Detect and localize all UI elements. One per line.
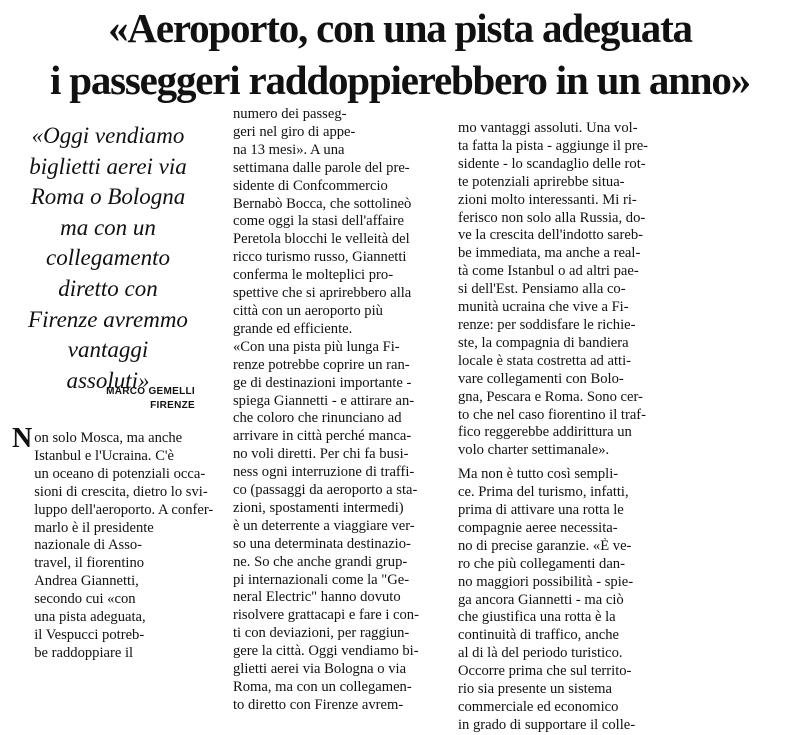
text-line: risolvere grattacapi e fare i con- <box>233 607 419 624</box>
text-line: renze: per soddisfare le richie- <box>458 316 636 333</box>
text-line: marlo è il presidente <box>34 519 154 536</box>
text-line: arrivare in città perché manca- <box>233 428 412 445</box>
text-line: grande ed efficiente. <box>233 320 353 337</box>
text-line: sioni di crescita, dietro lo svi- <box>34 483 208 500</box>
text-line: neral Electric" hanno dovuto <box>233 589 401 606</box>
pull-quote-line: ma con un <box>60 214 156 240</box>
text-line: vare collegamenti con Bolo- <box>458 370 624 387</box>
text-line: il Vespucci potreb- <box>34 626 145 643</box>
text-line: continuità di traffico, anche <box>458 627 620 644</box>
text-line: in grado di supportare il colle- <box>458 716 636 733</box>
pull-quote <box>8 121 208 396</box>
article-column-2 <box>233 106 449 715</box>
pull-quote-line: Firenze avremmo <box>28 306 188 332</box>
text-line: no di precise garanzie. «È ve- <box>458 537 632 554</box>
text-line: munità ucraina che vive a Fi- <box>458 299 629 316</box>
text-line: una pista adeguata, <box>34 609 146 626</box>
text-line: un oceano di potenziali occa- <box>34 465 206 482</box>
text-line: ga ancora Giannetti - ma ciò <box>458 591 624 608</box>
text-line: mo vantaggi assoluti. Una vol- <box>458 120 638 136</box>
text-line: geri nel giro di appe- <box>233 123 356 140</box>
text-line: ste, la compagnia di bandiera <box>458 334 629 351</box>
text-line: settimana dalle parole del pre- <box>233 159 410 176</box>
text-line: compagnie aeree necessita- <box>458 519 618 536</box>
column-1-text <box>34 430 222 663</box>
headline-line-2: i passeggeri raddoppierebbero in un anno» <box>50 57 750 103</box>
text-line: on solo Mosca, ma anche <box>34 430 183 446</box>
text-line: ce. Prima del turismo, infatti, <box>458 484 629 501</box>
byline-author: MARCO GEMELLI <box>106 386 195 397</box>
pull-quote-line: assoluti» <box>66 367 150 393</box>
column-3-paragraph-2 <box>458 466 658 735</box>
text-line: spiega Giannetti - e attirare an- <box>233 392 415 409</box>
pull-quote-line: collegamento <box>46 245 170 271</box>
text-line: glietti aerei via Bologna o via <box>233 661 407 678</box>
headline-line-1: «Aeroporto, con una pista adeguata <box>108 5 692 51</box>
byline-place: FIRENZE <box>150 400 195 411</box>
text-line: gna, Pescara e Roma. Sono cer- <box>458 388 643 405</box>
text-line: to che nel caso fiorentino il traf- <box>458 406 647 423</box>
text-line: tà come Istanbul o ad altri pae- <box>458 263 639 280</box>
text-line: gere la città. Oggi vendiamo bi- <box>233 643 419 660</box>
text-line: be immediata, ma anche a real- <box>458 245 641 262</box>
text-line: al di là del periodo turistico. <box>458 645 623 662</box>
text-line: è un deterrente a viaggiare ver- <box>233 517 415 534</box>
pull-quote-line: biglietti aerei via <box>29 153 187 179</box>
text-line: no maggiori possibilità - spie- <box>458 573 634 590</box>
article-column-3 <box>458 120 658 735</box>
text-line: Peretola blocchi le velleità del <box>233 231 410 248</box>
text-line: numero dei passeg- <box>233 106 347 122</box>
text-line: fico reggerebbe addirittura un <box>458 424 632 441</box>
text-line: Bernabò Bocca, che sottolineò <box>233 195 412 212</box>
byline <box>106 385 195 413</box>
text-line: no voli diretti. Per chi fa busi- <box>233 446 409 463</box>
text-line: Occorre prima che sul territo- <box>458 663 632 680</box>
text-line: ness ogni interruzione di traffi- <box>233 464 415 481</box>
text-line: che giustifica una rotta è la <box>458 609 616 626</box>
text-line: volo charter settimanale». <box>458 442 610 459</box>
text-line: renze potrebbe coprire un ran- <box>233 356 410 373</box>
text-line: ti con deviazioni, per raggiun- <box>233 625 410 642</box>
text-line: come oggi la stasi dell'affaire <box>233 213 404 230</box>
text-line: città con un aeroporto più <box>233 302 383 319</box>
text-line: ne. So che anche grandi grup- <box>233 553 408 570</box>
text-line: Roma, ma con un collegamen- <box>233 679 412 695</box>
text-line: si dell'Est. Pensiamo alla co- <box>458 281 626 298</box>
text-line: sidente - lo scandaglio delle rot- <box>458 155 646 172</box>
article-column-1 <box>12 423 222 663</box>
text-line: prima di attivare una rotta le <box>458 502 624 519</box>
drop-cap: N <box>12 423 33 454</box>
text-line: «Con una pista più lunga Fi- <box>233 338 400 355</box>
pull-quote-line: vantaggi <box>67 337 149 363</box>
text-line: luppo dell'aeroporto. A confer- <box>34 501 214 518</box>
text-line: travel, il fiorentino <box>34 555 145 572</box>
text-line: na 13 mesi». A una <box>233 141 345 158</box>
text-line: ge di destinazioni importante - <box>233 374 412 391</box>
text-line: Istanbul e l'Ucraina. C'è <box>34 447 175 464</box>
text-line: co (passaggi da aeroporto a sta- <box>233 482 418 499</box>
text-line: so una determinata destinazio- <box>233 535 411 552</box>
text-line: sidente di Confcommercio <box>233 177 388 194</box>
text-line: che coloro che rinunciano ad <box>233 410 402 427</box>
text-line: commerciale ed economico <box>458 699 619 715</box>
pull-quote-line: Roma o Bologna <box>30 184 186 210</box>
text-line: ro che più collegamenti dan- <box>458 555 625 572</box>
pull-quote-line: «Oggi vendiamo <box>31 123 185 148</box>
text-line: te potenziali aprirebbe situa- <box>458 173 625 190</box>
text-line: locale è stata costretta ad atti- <box>458 352 632 369</box>
text-line: secondo cui «con <box>34 591 136 608</box>
pull-quote-line: diretto con <box>58 275 158 301</box>
text-line: ta fatta la pista - aggiunge il pre- <box>458 137 649 154</box>
text-line: be raddoppiare il <box>34 644 134 661</box>
text-line: to diretto con Firenze avrem- <box>233 696 404 713</box>
text-line: ve la crescita dell'indotto sareb- <box>458 227 643 244</box>
text-line: zioni, spostamenti intermedi) <box>233 499 404 516</box>
text-line: spettive che si aprirebbero alla <box>233 285 412 302</box>
text-line: pi internazionali come la "Ge- <box>233 571 410 588</box>
text-line: rio sia presente un sistema <box>458 681 613 698</box>
column-3-paragraph-1 <box>458 120 658 460</box>
text-line: ferisco non solo alla Russia, do- <box>458 209 646 226</box>
text-line: ricco turismo russo, Giannetti <box>233 249 407 266</box>
text-line: nazionale di Asso- <box>34 537 143 554</box>
text-line: Andrea Giannetti, <box>34 573 139 590</box>
text-line: conferma le molteplici pro- <box>233 267 394 284</box>
text-line: Ma non è tutto così sempli- <box>458 466 619 483</box>
text-line: zioni molto interessanti. Mi ri- <box>458 191 637 208</box>
